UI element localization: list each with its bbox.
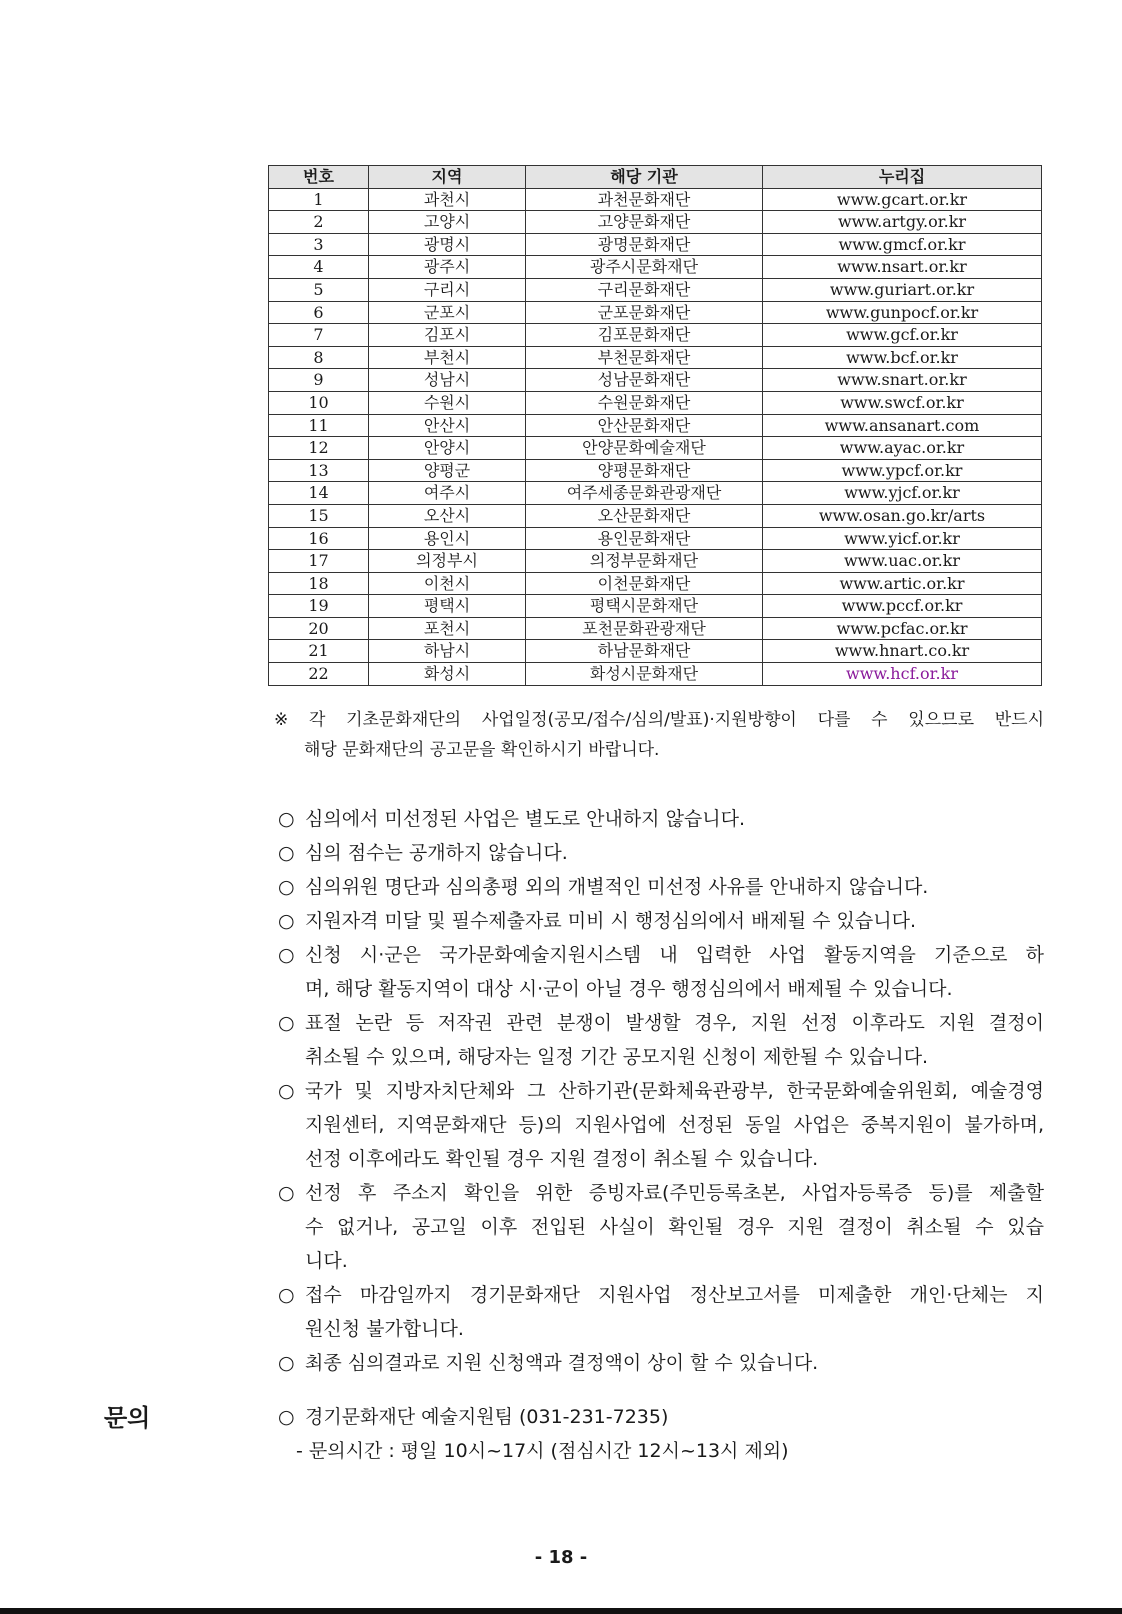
cell-agency: 의정부문화재단	[526, 550, 763, 573]
cell-region: 부천시	[369, 346, 526, 369]
cell-website[interactable]: www.nsart.or.kr	[763, 256, 1042, 279]
list-item-text: 수 없거나, 공고일 이후 전입된 사실이 확인될 경우 지원 결정이 취소될 수 있습	[305, 1216, 1044, 1238]
cell-region: 하남시	[369, 640, 526, 663]
cell-number: 19	[269, 595, 369, 618]
header-agency: 해당 기관	[526, 166, 763, 189]
cell-agency: 하남문화재단	[526, 640, 763, 663]
cell-number: 22	[269, 663, 369, 686]
cell-website[interactable]: www.gunpocf.or.kr	[763, 301, 1042, 324]
cell-region: 과천시	[369, 188, 526, 211]
list-item	[278, 1074, 1044, 1176]
agency-table	[268, 165, 1042, 686]
bullet-mark: ○	[278, 1080, 295, 1102]
bullet-mark: ○	[278, 1352, 295, 1374]
table-row	[269, 595, 1042, 618]
table-row	[269, 550, 1042, 573]
cell-agency: 광주시문화재단	[526, 256, 763, 279]
cell-website[interactable]: www.gcart.or.kr	[763, 188, 1042, 211]
list-item	[278, 802, 1044, 836]
table-row	[269, 504, 1042, 527]
table-row	[269, 663, 1042, 686]
cell-agency: 평택시문화재단	[526, 595, 763, 618]
list-item-text: 심의위원 명단과 심의총평 외의 개별적인 미선정 사유를 안내하지 않습니다.	[305, 876, 929, 898]
list-item	[278, 1176, 1044, 1278]
list-item-text: 원신청 불가합니다.	[305, 1318, 464, 1340]
cell-number: 2	[269, 211, 369, 234]
cell-agency: 수원문화재단	[526, 391, 763, 414]
list-item-text: 며, 해당 활동지역이 대상 시·군이 아닐 경우 행정심의에서 배제될 수 있습니다.	[305, 978, 953, 1000]
list-item-text: 니다.	[305, 1250, 348, 1272]
inquiry-contact	[278, 1400, 1044, 1434]
list-item	[278, 836, 1044, 870]
header-website: 누리집	[763, 166, 1042, 189]
cell-agency: 양평문화재단	[526, 459, 763, 482]
header-number: 번호	[269, 166, 369, 189]
inquiry-contact-text: 경기문화재단 예술지원팀 (031-231-7235)	[305, 1406, 669, 1428]
cell-website[interactable]: www.osan.go.kr/arts	[763, 504, 1042, 527]
bullet-mark: ○	[278, 1406, 295, 1428]
cell-agency: 안양문화예술재단	[526, 437, 763, 460]
bullet-mark: ○	[278, 1182, 295, 1204]
notice-note-line2: 해당 문화재단의 공고문을 확인하시기 바랍니다.	[304, 740, 660, 760]
cell-agency: 과천문화재단	[526, 188, 763, 211]
table-header-row	[269, 166, 1042, 189]
table-row	[269, 233, 1042, 256]
cell-agency: 포천문화관광재단	[526, 617, 763, 640]
cell-agency: 고양문화재단	[526, 211, 763, 234]
table-row	[269, 414, 1042, 437]
cell-website[interactable]: www.gmcf.or.kr	[763, 233, 1042, 256]
notice-note-line1	[274, 705, 1044, 735]
cell-website[interactable]: www.artgy.or.kr	[763, 211, 1042, 234]
cell-region: 오산시	[369, 504, 526, 527]
list-item	[278, 1346, 1044, 1380]
cell-number: 14	[269, 482, 369, 505]
cell-website[interactable]: www.guriart.or.kr	[763, 278, 1042, 301]
table-row	[269, 211, 1042, 234]
cell-number: 13	[269, 459, 369, 482]
table-row	[269, 324, 1042, 347]
note-word: 반드시	[994, 710, 1044, 730]
cell-website[interactable]: www.artic.or.kr	[763, 572, 1042, 595]
cell-agency: 오산문화재단	[526, 504, 763, 527]
table-row	[269, 278, 1042, 301]
cell-website[interactable]: www.ypcf.or.kr	[763, 459, 1042, 482]
table-row	[269, 459, 1042, 482]
cell-region: 이천시	[369, 572, 526, 595]
cell-number: 7	[269, 324, 369, 347]
bullet-mark: ○	[278, 876, 295, 898]
cell-website[interactable]: www.ansanart.com	[763, 414, 1042, 437]
bullet-mark: ○	[278, 1012, 295, 1034]
cell-website[interactable]: www.ayac.or.kr	[763, 437, 1042, 460]
cell-website[interactable]: www.snart.or.kr	[763, 369, 1042, 392]
cell-region: 여주시	[369, 482, 526, 505]
list-item-text: 선정 이후에라도 확인될 경우 지원 결정이 취소될 수 있습니다.	[305, 1148, 819, 1170]
list-item-text: 최종 심의결과로 지원 신청액과 결정액이 상이 할 수 있습니다.	[305, 1352, 819, 1374]
cell-number: 12	[269, 437, 369, 460]
note-word: 각	[308, 710, 326, 730]
list-item-text: 표절 논란 등 저작권 관련 분쟁이 발생할 경우, 지원 선정 이후라도 지원 결정이	[305, 1012, 1044, 1034]
cell-region: 광명시	[369, 233, 526, 256]
note-word: ※	[274, 710, 289, 730]
note-word: 있으므로	[908, 710, 974, 730]
cell-website[interactable]: www.bcf.or.kr	[763, 346, 1042, 369]
cell-agency: 광명문화재단	[526, 233, 763, 256]
cell-website[interactable]: www.uac.or.kr	[763, 550, 1042, 573]
table-row	[269, 640, 1042, 663]
guideline-list	[278, 802, 1044, 1380]
cell-number: 8	[269, 346, 369, 369]
list-item-text: 심의 점수는 공개하지 않습니다.	[305, 842, 568, 864]
table-row	[269, 527, 1042, 550]
cell-region: 안양시	[369, 437, 526, 460]
cell-region: 고양시	[369, 211, 526, 234]
header-region: 지역	[369, 166, 526, 189]
page-number: - 18 -	[534, 1547, 588, 1568]
table-row	[269, 437, 1042, 460]
bottom-divider	[0, 1608, 1122, 1614]
list-item-text: 국가 및 지방자치단체와 그 산하기관(문화체육관광부, 한국문화예술위원회, 예술경영	[305, 1080, 1044, 1102]
cell-agency: 이천문화재단	[526, 572, 763, 595]
list-item-text: 심의에서 미선정된 사업은 별도로 안내하지 않습니다.	[305, 808, 746, 830]
cell-region: 김포시	[369, 324, 526, 347]
cell-region: 구리시	[369, 278, 526, 301]
cell-agency: 구리문화재단	[526, 278, 763, 301]
cell-region: 안산시	[369, 414, 526, 437]
bullet-mark: ○	[278, 944, 295, 966]
cell-number: 18	[269, 572, 369, 595]
cell-website[interactable]: www.pccf.or.kr	[763, 595, 1042, 618]
cell-number: 16	[269, 527, 369, 550]
note-word: 기초문화재단의	[346, 710, 462, 730]
cell-number: 3	[269, 233, 369, 256]
cell-agency: 화성시문화재단	[526, 663, 763, 686]
list-item	[278, 1278, 1044, 1346]
cell-agency: 용인문화재단	[526, 527, 763, 550]
note-word: 수	[871, 710, 888, 730]
bullet-mark: ○	[278, 910, 295, 932]
note-word: 다를	[817, 710, 851, 730]
note-word: 사업일정(공모/접수/심의/발표)·지원방향이	[481, 710, 797, 730]
table-row	[269, 188, 1042, 211]
cell-number: 20	[269, 617, 369, 640]
inquiry-label: 문의	[104, 1404, 151, 1432]
cell-number: 6	[269, 301, 369, 324]
cell-number: 9	[269, 369, 369, 392]
table-row	[269, 256, 1042, 279]
table-row	[269, 369, 1042, 392]
cell-region: 용인시	[369, 527, 526, 550]
bullet-mark: ○	[278, 842, 295, 864]
cell-agency: 부천문화재단	[526, 346, 763, 369]
list-item-text: 신청 시·군은 국가문화예술지원시스템 내 입력한 사업 활동지역을 기준으로 하	[305, 944, 1044, 966]
cell-agency: 김포문화재단	[526, 324, 763, 347]
cell-website[interactable]: www.hcf.or.kr	[763, 663, 1042, 686]
table-row	[269, 301, 1042, 324]
cell-agency: 성남문화재단	[526, 369, 763, 392]
agency-table-container	[268, 165, 1041, 686]
cell-website[interactable]: www.swcf.or.kr	[763, 391, 1042, 414]
cell-agency: 여주세종문화관광재단	[526, 482, 763, 505]
cell-website[interactable]: www.hnart.co.kr	[763, 640, 1042, 663]
table-row	[269, 391, 1042, 414]
cell-region: 수원시	[369, 391, 526, 414]
cell-region: 성남시	[369, 369, 526, 392]
list-item-text: 지원자격 미달 및 필수제출자료 미비 시 행정심의에서 배제될 수 있습니다.	[305, 910, 917, 932]
list-item	[278, 904, 1044, 938]
cell-region: 화성시	[369, 663, 526, 686]
cell-region: 포천시	[369, 617, 526, 640]
notice-note	[274, 705, 1044, 765]
list-item-text: 선정 후 주소지 확인을 위한 증빙자료(주민등록초본, 사업자등록증 등)를 제출할	[305, 1182, 1044, 1204]
cell-region: 군포시	[369, 301, 526, 324]
inquiry-hours: - 문의시간 : 평일 10시~17시 (점심시간 12시~13시 제외)	[296, 1440, 789, 1462]
cell-website[interactable]: www.yicf.or.kr	[763, 527, 1042, 550]
cell-region: 광주시	[369, 256, 526, 279]
list-item-text: 취소될 수 있으며, 해당자는 일정 기간 공모지원 신청이 제한될 수 있습니다.	[305, 1046, 929, 1068]
inquiry-section	[278, 1400, 1044, 1468]
table-row	[269, 617, 1042, 640]
list-item	[278, 938, 1044, 1006]
cell-number: 17	[269, 550, 369, 573]
cell-region: 양평군	[369, 459, 526, 482]
cell-website[interactable]: www.pcfac.or.kr	[763, 617, 1042, 640]
cell-agency: 군포문화재단	[526, 301, 763, 324]
table-body	[269, 188, 1042, 685]
cell-number: 5	[269, 278, 369, 301]
cell-number: 4	[269, 256, 369, 279]
cell-website[interactable]: www.gcf.or.kr	[763, 324, 1042, 347]
cell-agency: 안산문화재단	[526, 414, 763, 437]
table-row	[269, 572, 1042, 595]
cell-region: 의정부시	[369, 550, 526, 573]
cell-number: 10	[269, 391, 369, 414]
cell-number: 21	[269, 640, 369, 663]
table-row	[269, 482, 1042, 505]
cell-number: 11	[269, 414, 369, 437]
cell-number: 15	[269, 504, 369, 527]
cell-region: 평택시	[369, 595, 526, 618]
list-item-text: 접수 마감일까지 경기문화재단 지원사업 정산보고서를 미제출한 개인·단체는 지	[305, 1284, 1044, 1306]
cell-number: 1	[269, 188, 369, 211]
list-item	[278, 1006, 1044, 1074]
list-item	[278, 870, 1044, 904]
table-row	[269, 346, 1042, 369]
bullet-mark: ○	[278, 808, 295, 830]
list-item-text: 지원센터, 지역문화재단 등)의 지원사업에 선정된 동일 사업은 중복지원이 불가하며,	[305, 1114, 1044, 1136]
bullet-mark: ○	[278, 1284, 295, 1306]
cell-website[interactable]: www.yjcf.or.kr	[763, 482, 1042, 505]
